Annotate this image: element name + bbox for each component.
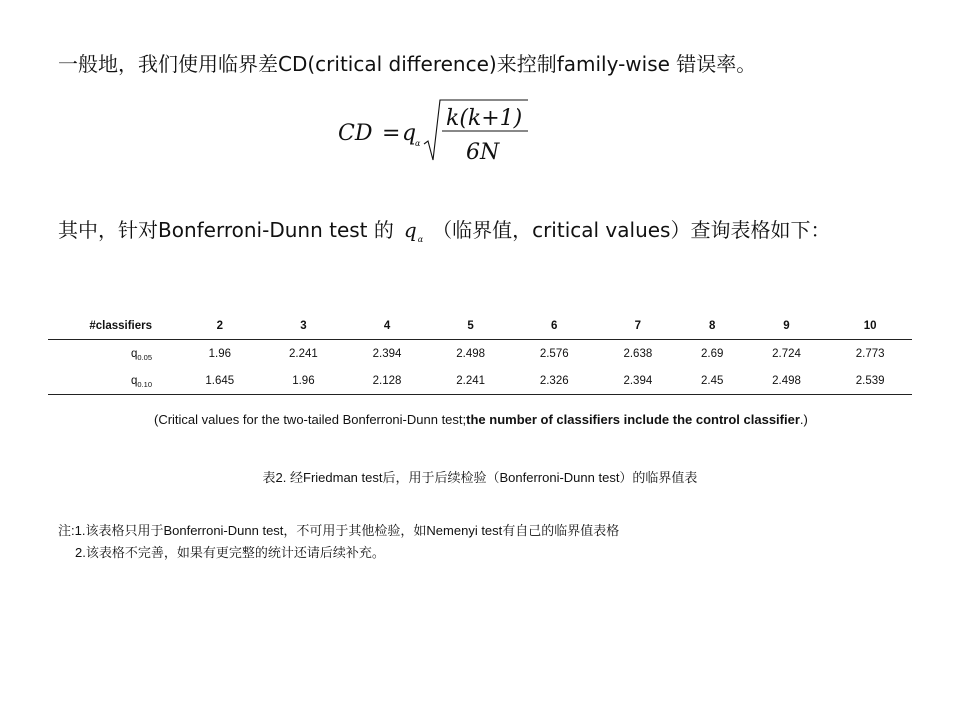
table-cell: 2.773: [855, 347, 885, 360]
formula-equals: =: [382, 121, 401, 146]
table-cell: 2.241: [289, 347, 318, 360]
cd-formula: [336, 98, 536, 168]
header-col: 7: [596, 312, 680, 340]
table-cell: 2.576: [539, 347, 569, 360]
table-header-row: [48, 312, 912, 340]
header-col: 2: [178, 312, 262, 340]
table-row: [48, 340, 912, 368]
row-label-q005: $q_{0.05}$: [130, 347, 152, 362]
header-col: 8: [680, 312, 745, 340]
table-caption: [154, 412, 808, 427]
lookup-suffix: （临界值，critical values）查询表格如下：: [432, 218, 831, 242]
table-cell: 2.724: [772, 347, 801, 360]
table-cell: 2.498: [456, 347, 486, 360]
header-col: 6: [512, 312, 596, 340]
header-col: 3: [262, 312, 346, 340]
inline-q: q: [403, 218, 417, 242]
header-col: 9: [745, 312, 829, 340]
table-row: [48, 367, 912, 395]
lookup-sentence: [58, 214, 830, 243]
table-cell: 2.128: [345, 367, 429, 395]
lookup-prefix: 其中，针对Bonferroni-Dunn test 的: [58, 218, 394, 242]
critical-values-table: [48, 312, 912, 395]
caption-plain: (Critical values for the two-tailed Bonferroni-Dunn test;: [154, 412, 467, 427]
table-cell: 2.638: [623, 347, 653, 360]
footnote-1: 注:1.该表格只用于Bonferroni-Dunn test，不可用于其他检验，如Nemenyi test有自己的临界值表格: [58, 523, 620, 538]
table-cell: 2.394: [596, 367, 680, 395]
table-cell: 1.96: [208, 347, 231, 360]
intro-text: 一般地，我们使用临界差CD(critical difference)来控制family-wise 错误率。: [58, 52, 757, 76]
inline-alpha: α: [417, 235, 424, 244]
inline-q-alpha: [404, 218, 422, 242]
table-cell: 2.241: [429, 367, 513, 395]
formula-alpha: α: [415, 139, 421, 148]
row-label-q010: $q_{0.10}$: [48, 367, 178, 395]
table-cell: 1.96: [262, 367, 346, 395]
caption-bold: the number of classifiers include the control classifier: [466, 412, 800, 427]
table-cell: 2.69: [700, 347, 724, 360]
formula-denominator: 6N: [466, 140, 500, 165]
header-col: 5: [429, 312, 513, 340]
table-cell: 2.394: [372, 347, 402, 360]
table-cell: 2.498: [745, 367, 829, 395]
table-cell: 1.645: [178, 367, 262, 395]
table-cell: 2.326: [512, 367, 596, 395]
table-title: 表2. 经Friedman test后，用于后续检验（Bonferroni-Dunn test）的临界值表: [262, 470, 698, 485]
formula-lhs: CD: [338, 121, 373, 146]
header-classifiers: #classifiers: [48, 312, 178, 340]
formula-q: q: [402, 121, 417, 146]
header-col: 10: [828, 312, 912, 340]
table-cell: 2.539: [828, 367, 912, 395]
formula-numerator: k(k+1): [446, 106, 523, 131]
caption-end: .): [799, 412, 808, 427]
table-cell: 2.45: [680, 367, 745, 395]
cd-formula-svg: [336, 98, 536, 168]
footnote-2: 2.该表格不完善，如果有更完整的统计还请后续补充。: [75, 545, 385, 560]
header-col: 4: [345, 312, 429, 340]
